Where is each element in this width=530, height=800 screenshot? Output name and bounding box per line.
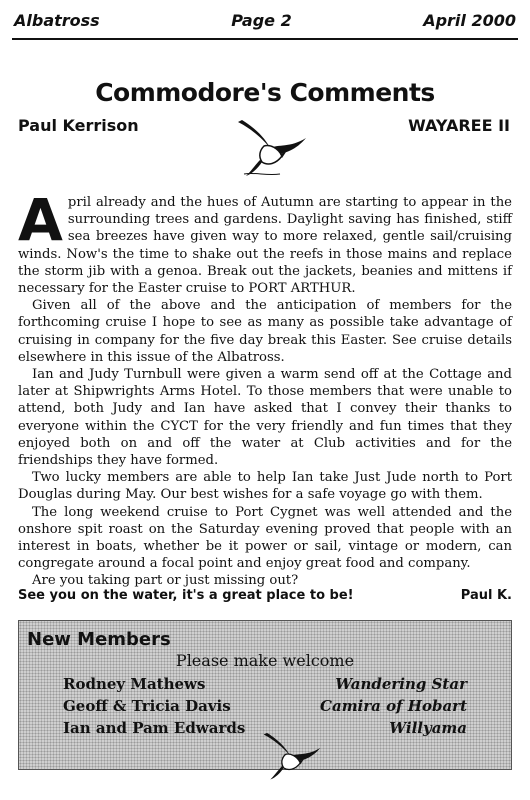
article-title: Commodore's Comments bbox=[95, 78, 435, 107]
member-boat: Willyama bbox=[389, 719, 467, 737]
member-row bbox=[63, 673, 467, 695]
signoff bbox=[18, 588, 512, 603]
article-paragraph: Ian and Judy Turnbull were given a warm send off at the Cottage and later at Shipwrights Arms Hotel. To those members that were unable to attend, both Judy and Ian have asked that I convey their thanks to everyone within the CYCT for the very friendly and fun times that they enjoyed both on and off the water at Club activities and for the friendships they have formed. bbox=[18, 367, 512, 469]
drop-cap: A bbox=[18, 186, 63, 254]
page-header bbox=[14, 8, 516, 32]
new-members-title: New Members bbox=[27, 629, 171, 650]
article-paragraph: Are you taking part or just missing out? bbox=[32, 573, 299, 589]
article-author: Paul Kerrison bbox=[18, 116, 139, 135]
issue-date: April 2000 bbox=[423, 10, 516, 30]
member-name: Rodney Mathews bbox=[63, 675, 206, 693]
member-name: Ian and Pam Edwards bbox=[63, 719, 246, 737]
signoff-line: See you on the water, it's a great place to be! bbox=[18, 588, 354, 603]
albatross-icon bbox=[236, 118, 308, 180]
page-number: Page 2 bbox=[231, 10, 292, 30]
header-divider bbox=[12, 38, 518, 40]
article-body bbox=[18, 186, 512, 590]
article-paragraph: The long weekend cruise to Port Cygnet was well attended and the onshore spit roast on the Saturday evening proved that people with an interest in boats, whether be it power or sail, vintage or modern, can congregate around a focal point and enjoy great food and company. bbox=[18, 504, 512, 572]
author-boat: WAYAREE II bbox=[408, 116, 510, 135]
member-row bbox=[63, 695, 467, 717]
member-boat: Wandering Star bbox=[335, 675, 467, 693]
newsletter-name: Albatross bbox=[14, 10, 100, 30]
article-paragraph: Two lucky members are able to help Ian take Just Jude north to Port Douglas during May. Our best wishes for a safe voyage go with them. bbox=[18, 470, 512, 503]
signoff-signature: Paul K. bbox=[460, 588, 512, 603]
member-name: Geoff & Tricia Davis bbox=[63, 697, 231, 715]
article-paragraph: Given all of the above and the anticipation of members for the forthcoming cruise I hope to see as many as possible take advantage of cruising in company for the five day break this Easter. See cruise details elsewhere in this issue of the Albatross. bbox=[18, 298, 512, 365]
member-boat: Camira of Hobart bbox=[320, 697, 467, 715]
new-members-subtitle: Please make welcome bbox=[175, 651, 355, 670]
article-paragraph: April already and the hues of Autumn are starting to appear in the surrounding trees and gardens. Daylight saving has finished, stiff sea breezes have given way to more relaxed, gentle sail/cruising winds. Now's the time to shake out the reefs in those mains and replace the storm jib with a genoa. Break out the jackets, beanies and mittens if necessary for the Easter cruise to PORT ARTHUR. bbox=[18, 186, 512, 297]
albatross-icon bbox=[262, 728, 322, 786]
